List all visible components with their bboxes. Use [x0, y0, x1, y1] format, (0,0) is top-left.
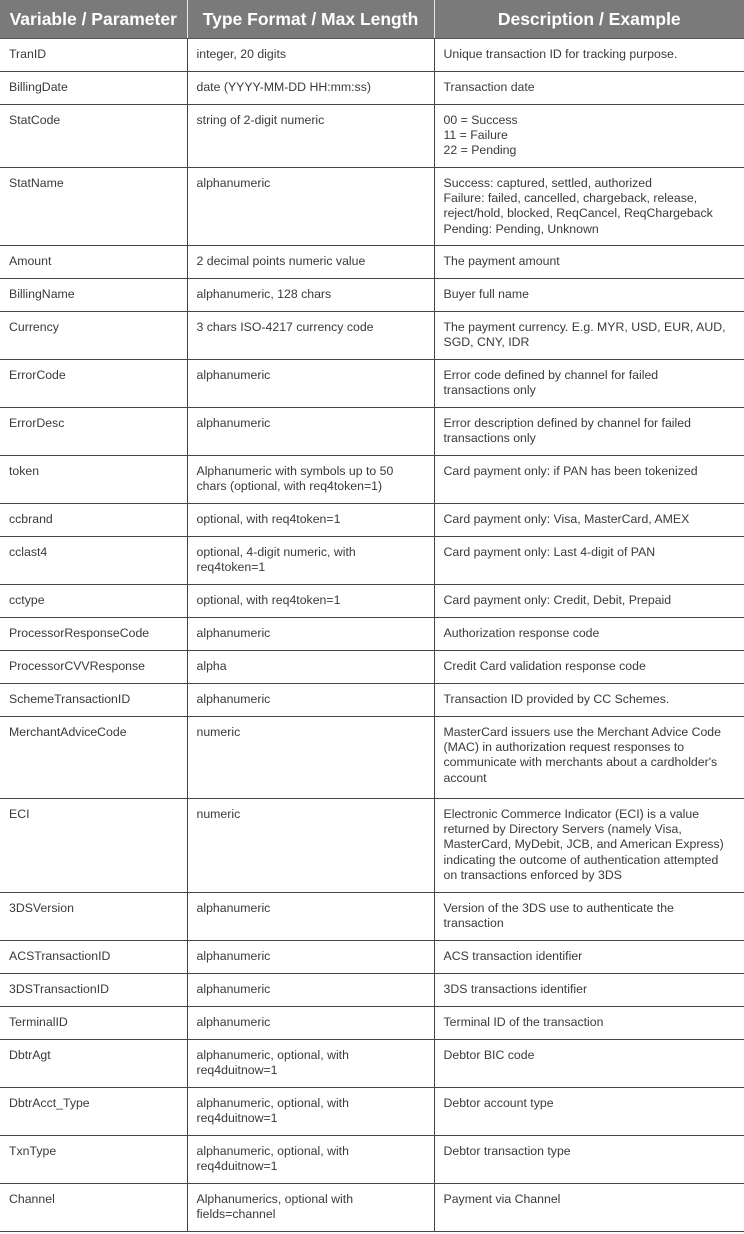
param-name-cell: TxnType — [0, 1136, 187, 1184]
param-description-cell: Terminal ID of the transaction — [434, 1007, 744, 1040]
param-description-cell: Card payment only: Visa, MasterCard, AMEX — [434, 504, 744, 537]
param-type-cell: optional, with req4token=1 — [187, 585, 434, 618]
table-row — [0, 246, 744, 279]
param-name-cell: TerminalID — [0, 1007, 187, 1040]
param-type-cell: string of 2-digit numeric — [187, 105, 434, 168]
table-row — [0, 941, 744, 974]
param-type-cell: alphanumeric — [187, 618, 434, 651]
param-type-cell: alphanumeric, 128 chars — [187, 279, 434, 312]
table-row — [0, 974, 744, 1007]
param-name-cell: SchemeTransactionID — [0, 684, 187, 717]
param-type-cell: optional, with req4token=1 — [187, 504, 434, 537]
table-row — [0, 799, 744, 893]
table-row — [0, 279, 744, 312]
param-name-cell: StatName — [0, 168, 187, 246]
param-name-cell: Amount — [0, 246, 187, 279]
param-description-cell: Success: captured, settled, authorized Failure: failed, cancelled, chargeback, release, reject/hold, blocked, ReqCancel, ReqChargeback Pending: Pending, Unknown — [434, 168, 744, 246]
table-row — [0, 1040, 744, 1088]
param-description-cell: Error description defined by channel for failed transactions only — [434, 408, 744, 456]
param-description-cell: Error code defined by channel for failed transactions only — [434, 360, 744, 408]
param-type-cell: numeric — [187, 717, 434, 799]
param-type-cell: alpha — [187, 651, 434, 684]
param-name-cell: Channel — [0, 1184, 187, 1232]
param-name-cell: TranID — [0, 39, 187, 72]
param-type-cell: alphanumeric, optional, with req4duitnow=1 — [187, 1088, 434, 1136]
param-type-cell: alphanumeric — [187, 1007, 434, 1040]
param-name-cell: 3DSVersion — [0, 893, 187, 941]
param-description-cell: Transaction ID provided by CC Schemes. — [434, 684, 744, 717]
param-description-cell: Debtor BIC code — [434, 1040, 744, 1088]
table-row — [0, 312, 744, 360]
table-row — [0, 717, 744, 799]
param-description-cell: The payment currency. E.g. MYR, USD, EUR, AUD, SGD, CNY, IDR — [434, 312, 744, 360]
param-type-cell: optional, 4-digit numeric, with req4token=1 — [187, 537, 434, 585]
param-description-cell: Debtor transaction type — [434, 1136, 744, 1184]
table-row — [0, 456, 744, 504]
param-description-cell: Transaction date — [434, 72, 744, 105]
table-row — [0, 504, 744, 537]
param-type-cell: alphanumeric — [187, 684, 434, 717]
param-type-cell: date (YYYY-MM-DD HH:mm:ss) — [187, 72, 434, 105]
param-description-cell: Card payment only: Credit, Debit, Prepaid — [434, 585, 744, 618]
param-type-cell: Alphanumerics, optional with fields=channel — [187, 1184, 434, 1232]
column-header-type: Type Format / Max Length — [187, 0, 434, 39]
table-row — [0, 537, 744, 585]
table-row — [0, 72, 744, 105]
param-type-cell: alphanumeric — [187, 974, 434, 1007]
table-body — [0, 39, 744, 1232]
param-name-cell: MerchantAdviceCode — [0, 717, 187, 799]
table-row — [0, 618, 744, 651]
param-description-cell: MasterCard issuers use the Merchant Advice Code (MAC) in authorization request responses to communicate with merchants about a cardholder's account — [434, 717, 744, 799]
param-description-cell: The payment amount — [434, 246, 744, 279]
param-description-cell: Unique transaction ID for tracking purpose. — [434, 39, 744, 72]
param-description-cell: Credit Card validation response code — [434, 651, 744, 684]
param-type-cell: alphanumeric — [187, 893, 434, 941]
param-description-cell: Card payment only: Last 4-digit of PAN — [434, 537, 744, 585]
param-name-cell: ProcessorResponseCode — [0, 618, 187, 651]
param-name-cell: ProcessorCVVResponse — [0, 651, 187, 684]
param-type-cell: alphanumeric — [187, 168, 434, 246]
table-row — [0, 105, 744, 168]
param-type-cell: alphanumeric — [187, 408, 434, 456]
column-header-variable: Variable / Parameter — [0, 0, 187, 39]
table-row — [0, 1007, 744, 1040]
param-name-cell: Currency — [0, 312, 187, 360]
param-name-cell: cctype — [0, 585, 187, 618]
param-name-cell: BillingName — [0, 279, 187, 312]
param-name-cell: cclast4 — [0, 537, 187, 585]
param-type-cell: alphanumeric, optional, with req4duitnow=1 — [187, 1040, 434, 1088]
param-name-cell: 3DSTransactionID — [0, 974, 187, 1007]
param-description-cell: ACS transaction identifier — [434, 941, 744, 974]
table-row — [0, 684, 744, 717]
param-description-cell: Electronic Commerce Indicator (ECI) is a value returned by Directory Servers (namely Visa, MasterCard, MyDebit, JCB, and American Express) indicating the outcome of authentication attempted on transactions enforced by 3DS — [434, 799, 744, 893]
table-row — [0, 585, 744, 618]
param-type-cell: numeric — [187, 799, 434, 893]
param-description-cell: 00 = Success 11 = Failure 22 = Pending — [434, 105, 744, 168]
param-description-cell: Card payment only: if PAN has been tokenized — [434, 456, 744, 504]
param-type-cell: alphanumeric — [187, 941, 434, 974]
table-header — [0, 0, 744, 39]
table-row — [0, 168, 744, 246]
param-name-cell: ECI — [0, 799, 187, 893]
param-description-cell: 3DS transactions identifier — [434, 974, 744, 1007]
param-name-cell: ErrorDesc — [0, 408, 187, 456]
param-type-cell: Alphanumeric with symbols up to 50 chars (optional, with req4token=1) — [187, 456, 434, 504]
param-name-cell: BillingDate — [0, 72, 187, 105]
header-row — [0, 0, 744, 39]
param-type-cell: integer, 20 digits — [187, 39, 434, 72]
param-name-cell: StatCode — [0, 105, 187, 168]
param-description-cell: Debtor account type — [434, 1088, 744, 1136]
param-name-cell: DbtrAcct_Type — [0, 1088, 187, 1136]
table-row — [0, 408, 744, 456]
param-type-cell: alphanumeric, optional, with req4duitnow=1 — [187, 1136, 434, 1184]
param-description-cell: Authorization response code — [434, 618, 744, 651]
table-row — [0, 1136, 744, 1184]
param-name-cell: ccbrand — [0, 504, 187, 537]
table-row — [0, 893, 744, 941]
param-type-cell: 2 decimal points numeric value — [187, 246, 434, 279]
param-name-cell: DbtrAgt — [0, 1040, 187, 1088]
table-row — [0, 360, 744, 408]
column-header-description: Description / Example — [434, 0, 744, 39]
param-description-cell: Buyer full name — [434, 279, 744, 312]
param-type-cell: 3 chars ISO-4217 currency code — [187, 312, 434, 360]
param-name-cell: ACSTransactionID — [0, 941, 187, 974]
table-row — [0, 39, 744, 72]
param-type-cell: alphanumeric — [187, 360, 434, 408]
param-description-cell: Version of the 3DS use to authenticate the transaction — [434, 893, 744, 941]
table-row — [0, 1184, 744, 1232]
param-name-cell: token — [0, 456, 187, 504]
param-name-cell: ErrorCode — [0, 360, 187, 408]
table-row — [0, 1088, 744, 1136]
param-description-cell: Payment via Channel — [434, 1184, 744, 1232]
table-row — [0, 651, 744, 684]
